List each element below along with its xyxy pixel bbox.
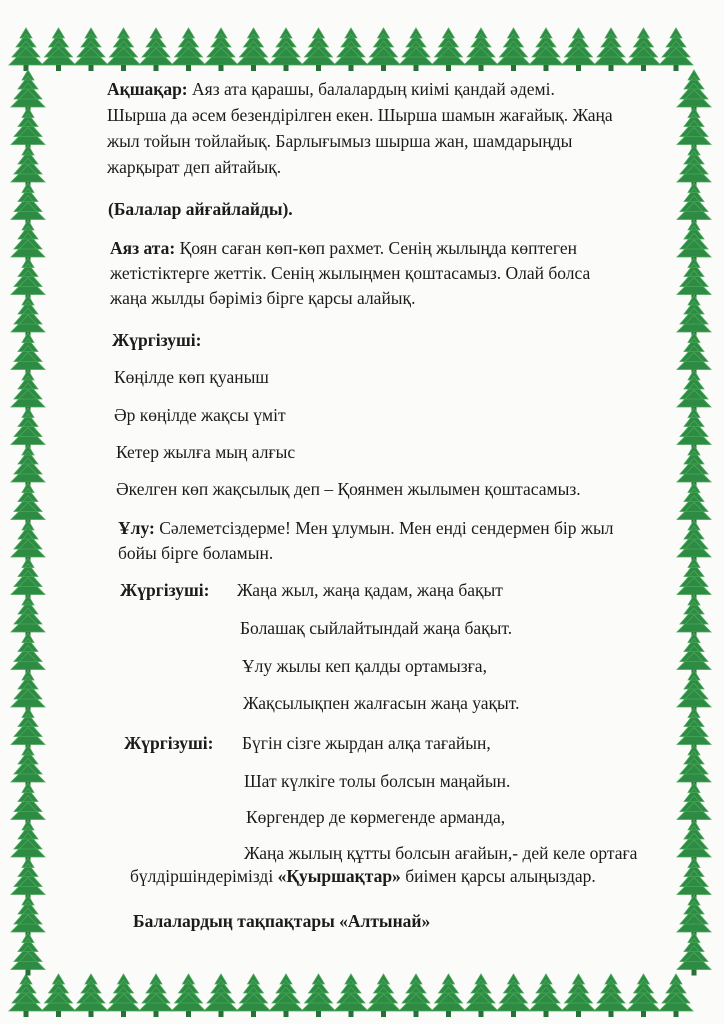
paragraph-akshakar-line-2: Шырша да әсем безендірілген екен. Шырша шамын жағайық. Жаңа <box>107 105 613 125</box>
verse-line: Болашақ сыйлайтындай жаңа бақыт. <box>240 618 513 638</box>
verse-line: Әр көңілде жақсы үміт <box>114 405 286 425</box>
verse-line: Шат күлкіге толы болсын маңайын. <box>244 771 511 791</box>
paragraph-akshakar-line-4: жарқырат деп айтайық. <box>107 157 282 177</box>
speaker-heading: Жүргізуші: <box>112 330 202 350</box>
speaker-label: Жүргізуші: <box>124 733 214 753</box>
paragraph-ayaz-ata-line-3: жаңа жылды бәріміз бірге қарсы алайық. <box>110 288 416 308</box>
section-heading: Балалардың тақпақтары «Алтынай» <box>133 911 431 931</box>
dance-title: «Қуыршақтар» <box>277 866 401 886</box>
verse-line: Көргендер де көрмегенде арманда, <box>246 807 506 827</box>
speaker-label: Аяз ата: <box>110 238 176 258</box>
paragraph-ayaz-ata-line-2: жетістіктерге жеттік. Сенің жылыңмен қоштасамыз. Олай болса <box>110 263 591 283</box>
verse-line: Көңілде көп қуаныш <box>114 367 269 387</box>
verse-line: Ұлу жылы кеп қалды ортамызға, <box>242 656 487 676</box>
speaker-label: Жүргізуші: <box>120 580 210 600</box>
paragraph-ayaz-ata-line-1: Аяз ата: Қоян саған көп-көп рахмет. Сенің жылыңда көптеген <box>110 238 578 258</box>
speaker-label: Ақшақар: <box>107 79 188 99</box>
verse-line: Кетер жылға мың алғыс <box>116 442 296 462</box>
verse-line: Жаңа жылың құтты болсын ағайын,- дей келе ортаға <box>244 843 638 863</box>
verse-line: Әкелген көп жақсылық деп – Қоянмен жылымен қоштасамыз. <box>116 479 581 499</box>
verse-line-with-speaker: Жүргізуші: Бүгін сізге жырдан алқа тағайын, <box>124 733 491 753</box>
paragraph-ulu-line-1: Ұлу: Сәлеметсіздерме! Мен ұлумын. Мен енді сендермен бір жыл <box>118 518 614 538</box>
paragraph-akshakar-line-1: Ақшақар: Аяз ата қарашы, балалардың киімі қандай әдемі. <box>107 79 555 99</box>
verse-line: Жақсылықпен жалғасын жаңа уақыт. <box>243 693 520 713</box>
paragraph-ulu-line-2: бойы бірге боламын. <box>118 543 274 563</box>
closing-line: бүлдіршіндерімізді «Қуыршақтар» биімен қарсы алыңыздар. <box>130 866 596 886</box>
verse-line-with-speaker: Жүргізуші: Жаңа жыл, жаңа қадам, жаңа бақыт <box>120 580 503 600</box>
speaker-label: Ұлу: <box>118 518 155 538</box>
stage-direction: (Балалар айғайлайды). <box>108 199 293 219</box>
paragraph-akshakar-line-3: жыл тойын тойлайық. Барлығымыз шырша жан, шамдарыңды <box>107 131 573 151</box>
